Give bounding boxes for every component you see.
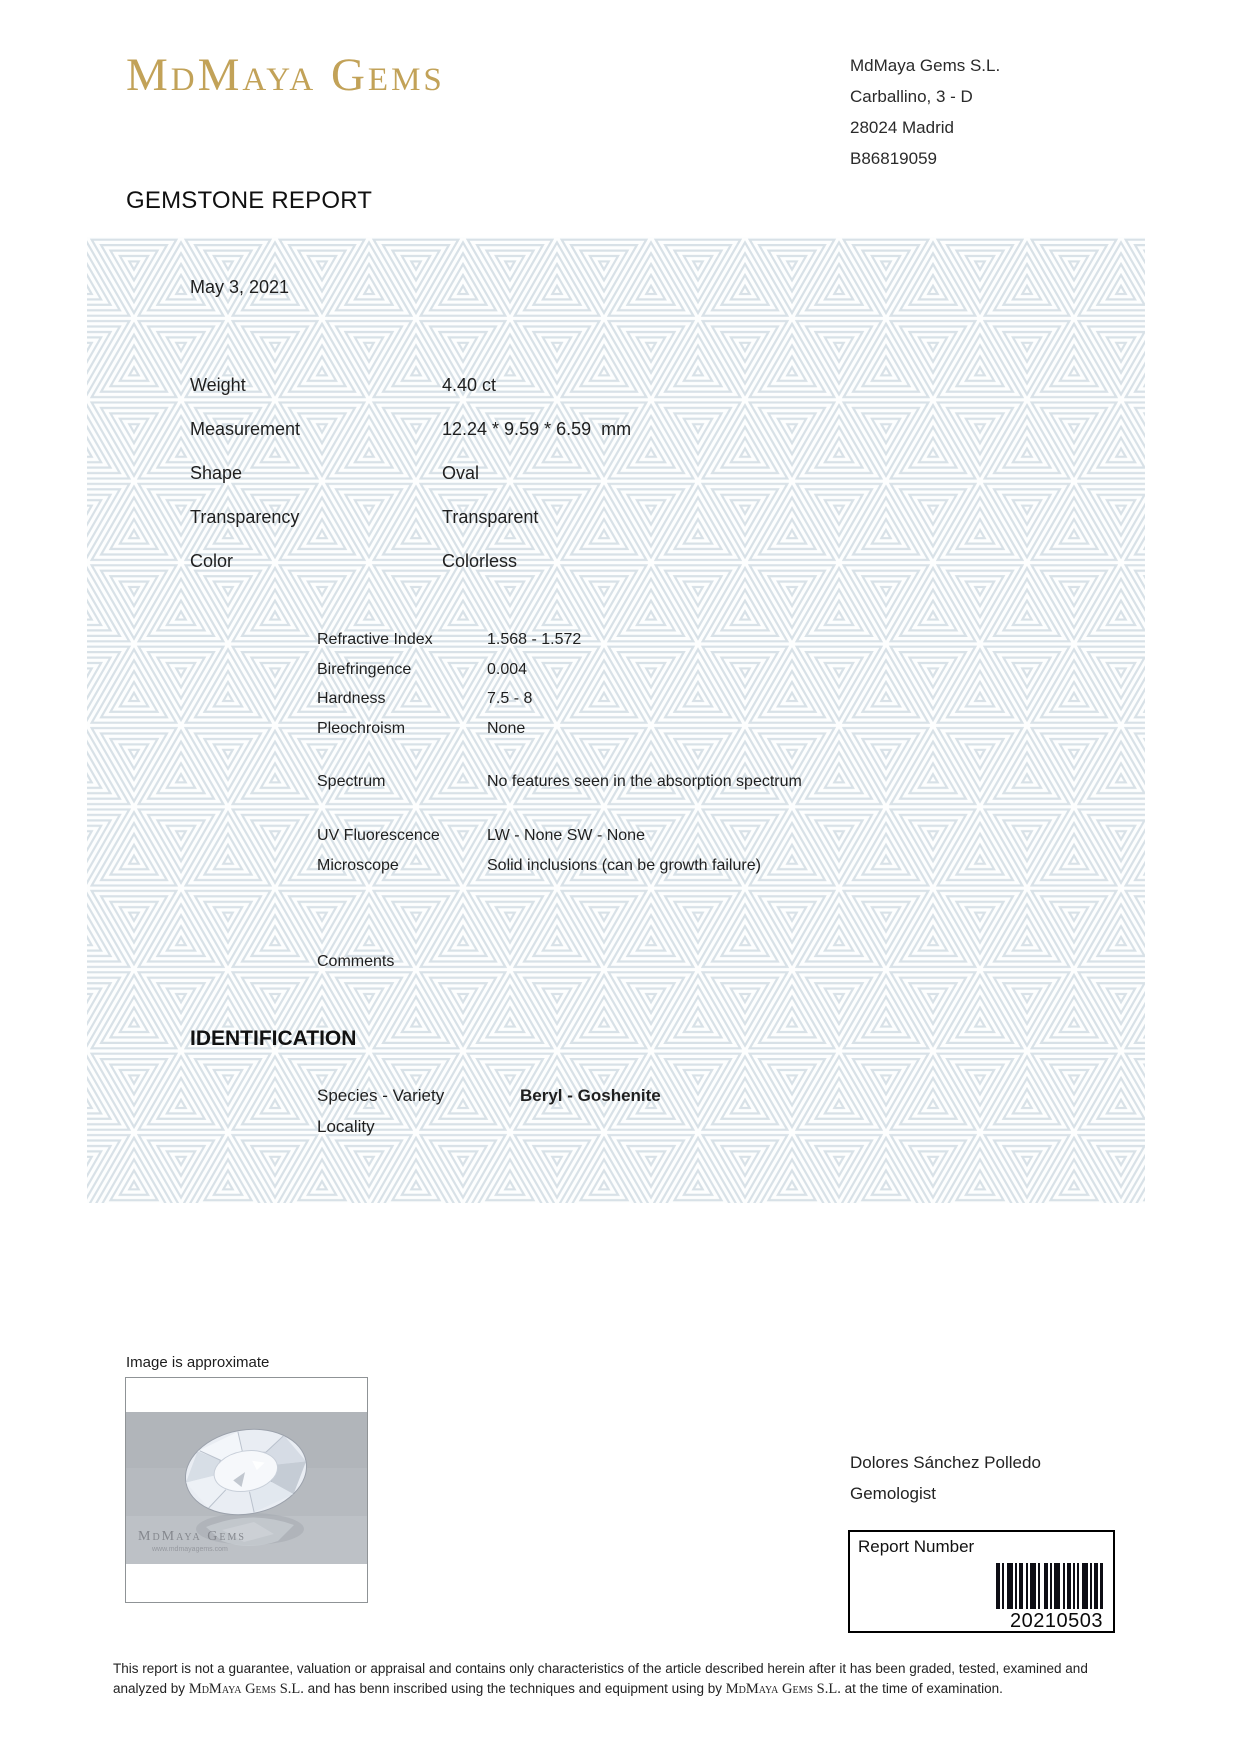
disclaimer-brand: MdMaya Gems S.L. xyxy=(725,1681,841,1697)
barcode-bar xyxy=(1100,1563,1103,1609)
field-label: Microscope xyxy=(317,857,399,874)
image-caption: Image is approximate xyxy=(126,1354,270,1371)
gem-photo xyxy=(126,1412,367,1564)
disclaimer-brand: MdMaya Gems S.L. xyxy=(188,1681,304,1697)
barcode xyxy=(996,1563,1103,1609)
field-row-pleochroism xyxy=(317,720,525,738)
field-row-hardness xyxy=(317,690,532,708)
company-street: Carballino, 3 - D xyxy=(850,87,973,106)
field-value: LW - None SW - None xyxy=(487,827,645,844)
field-value: 0.004 xyxy=(487,661,528,678)
field-row-refractive-index xyxy=(317,631,581,649)
disclaimer-part: This report is not a guarantee, valuation or appraisal and contains only characteristics of the article described herein after it has been graded, tested, examined and analyzed by xyxy=(113,1661,1088,1696)
field-row-shape xyxy=(190,463,479,484)
field-row-weight xyxy=(190,375,496,396)
field-row-locality xyxy=(317,1117,520,1137)
field-label: Birefringence xyxy=(317,661,412,678)
field-label: Transparency xyxy=(190,507,300,527)
brand-logo: MdMaya Gems xyxy=(126,49,445,101)
field-label: Weight xyxy=(190,375,246,395)
report-number-box xyxy=(848,1530,1115,1633)
field-row-measurement xyxy=(190,419,631,440)
field-value: 12.24 * 9.59 * 6.59 mm xyxy=(442,419,632,439)
field-label: Color xyxy=(190,551,234,571)
field-label: Refractive Index xyxy=(317,631,433,648)
company-name: MdMaya Gems S.L. xyxy=(850,56,1001,75)
field-value: No features seen in the absorption spectrum xyxy=(487,773,802,790)
field-label: UV Fluorescence xyxy=(317,827,440,844)
field-row-spectrum xyxy=(317,773,802,791)
field-row-birefringence xyxy=(317,661,527,679)
gem-illustration xyxy=(126,1412,367,1564)
field-label: Shape xyxy=(190,463,243,483)
photo-watermark-brand: MdMaya Gems xyxy=(138,1529,246,1544)
field-value: Colorless xyxy=(442,551,518,571)
field-value: Oval xyxy=(442,463,480,483)
company-address xyxy=(850,50,1000,174)
field-value: Transparent xyxy=(442,507,539,527)
disclaimer-part: and has benn inscribed using the techniques and equipment using by xyxy=(303,1681,726,1696)
species-variety-value: Beryl - Goshenite xyxy=(520,1086,661,1105)
page-title: GEMSTONE REPORT xyxy=(126,187,373,214)
company-city: 28024 Madrid xyxy=(850,118,954,137)
field-value: None xyxy=(487,720,526,737)
field-label: Measurement xyxy=(190,419,301,439)
gemologist-title: Gemologist xyxy=(850,1484,936,1503)
field-row-transparency xyxy=(190,507,538,528)
field-label: Pleochroism xyxy=(317,720,406,737)
report-date: May 3, 2021 xyxy=(190,277,290,297)
gemologist-name: Dolores Sánchez Polledo xyxy=(850,1453,1041,1472)
identification-heading: IDENTIFICATION xyxy=(190,1027,357,1050)
field-value: 4.40 ct xyxy=(442,375,497,395)
field-row-microscope xyxy=(317,857,761,875)
disclaimer-text xyxy=(113,1659,1139,1699)
field-label: Hardness xyxy=(317,690,386,707)
field-row-color xyxy=(190,551,517,572)
field-value: 1.568 - 1.572 xyxy=(487,631,582,648)
report-number-label: Report Number xyxy=(858,1537,975,1556)
gem-image-frame xyxy=(125,1377,368,1603)
company-tax-id: B86819059 xyxy=(850,149,937,168)
report-number-value: 20210503 xyxy=(1010,1610,1103,1632)
disclaimer-part: at the time of examination. xyxy=(840,1681,1003,1696)
comments-label: Comments xyxy=(317,953,395,970)
field-label: Locality xyxy=(317,1117,375,1136)
photo-watermark-url: www.mdmayagems.com xyxy=(152,1546,228,1553)
field-label: Spectrum xyxy=(317,773,386,790)
field-value: Solid inclusions (can be growth failure) xyxy=(487,857,761,874)
field-row-species-variety xyxy=(317,1086,661,1106)
field-label: Species - Variety xyxy=(317,1086,445,1105)
field-value: 7.5 - 8 xyxy=(487,690,533,707)
field-row-uv-fluorescence xyxy=(317,827,645,845)
